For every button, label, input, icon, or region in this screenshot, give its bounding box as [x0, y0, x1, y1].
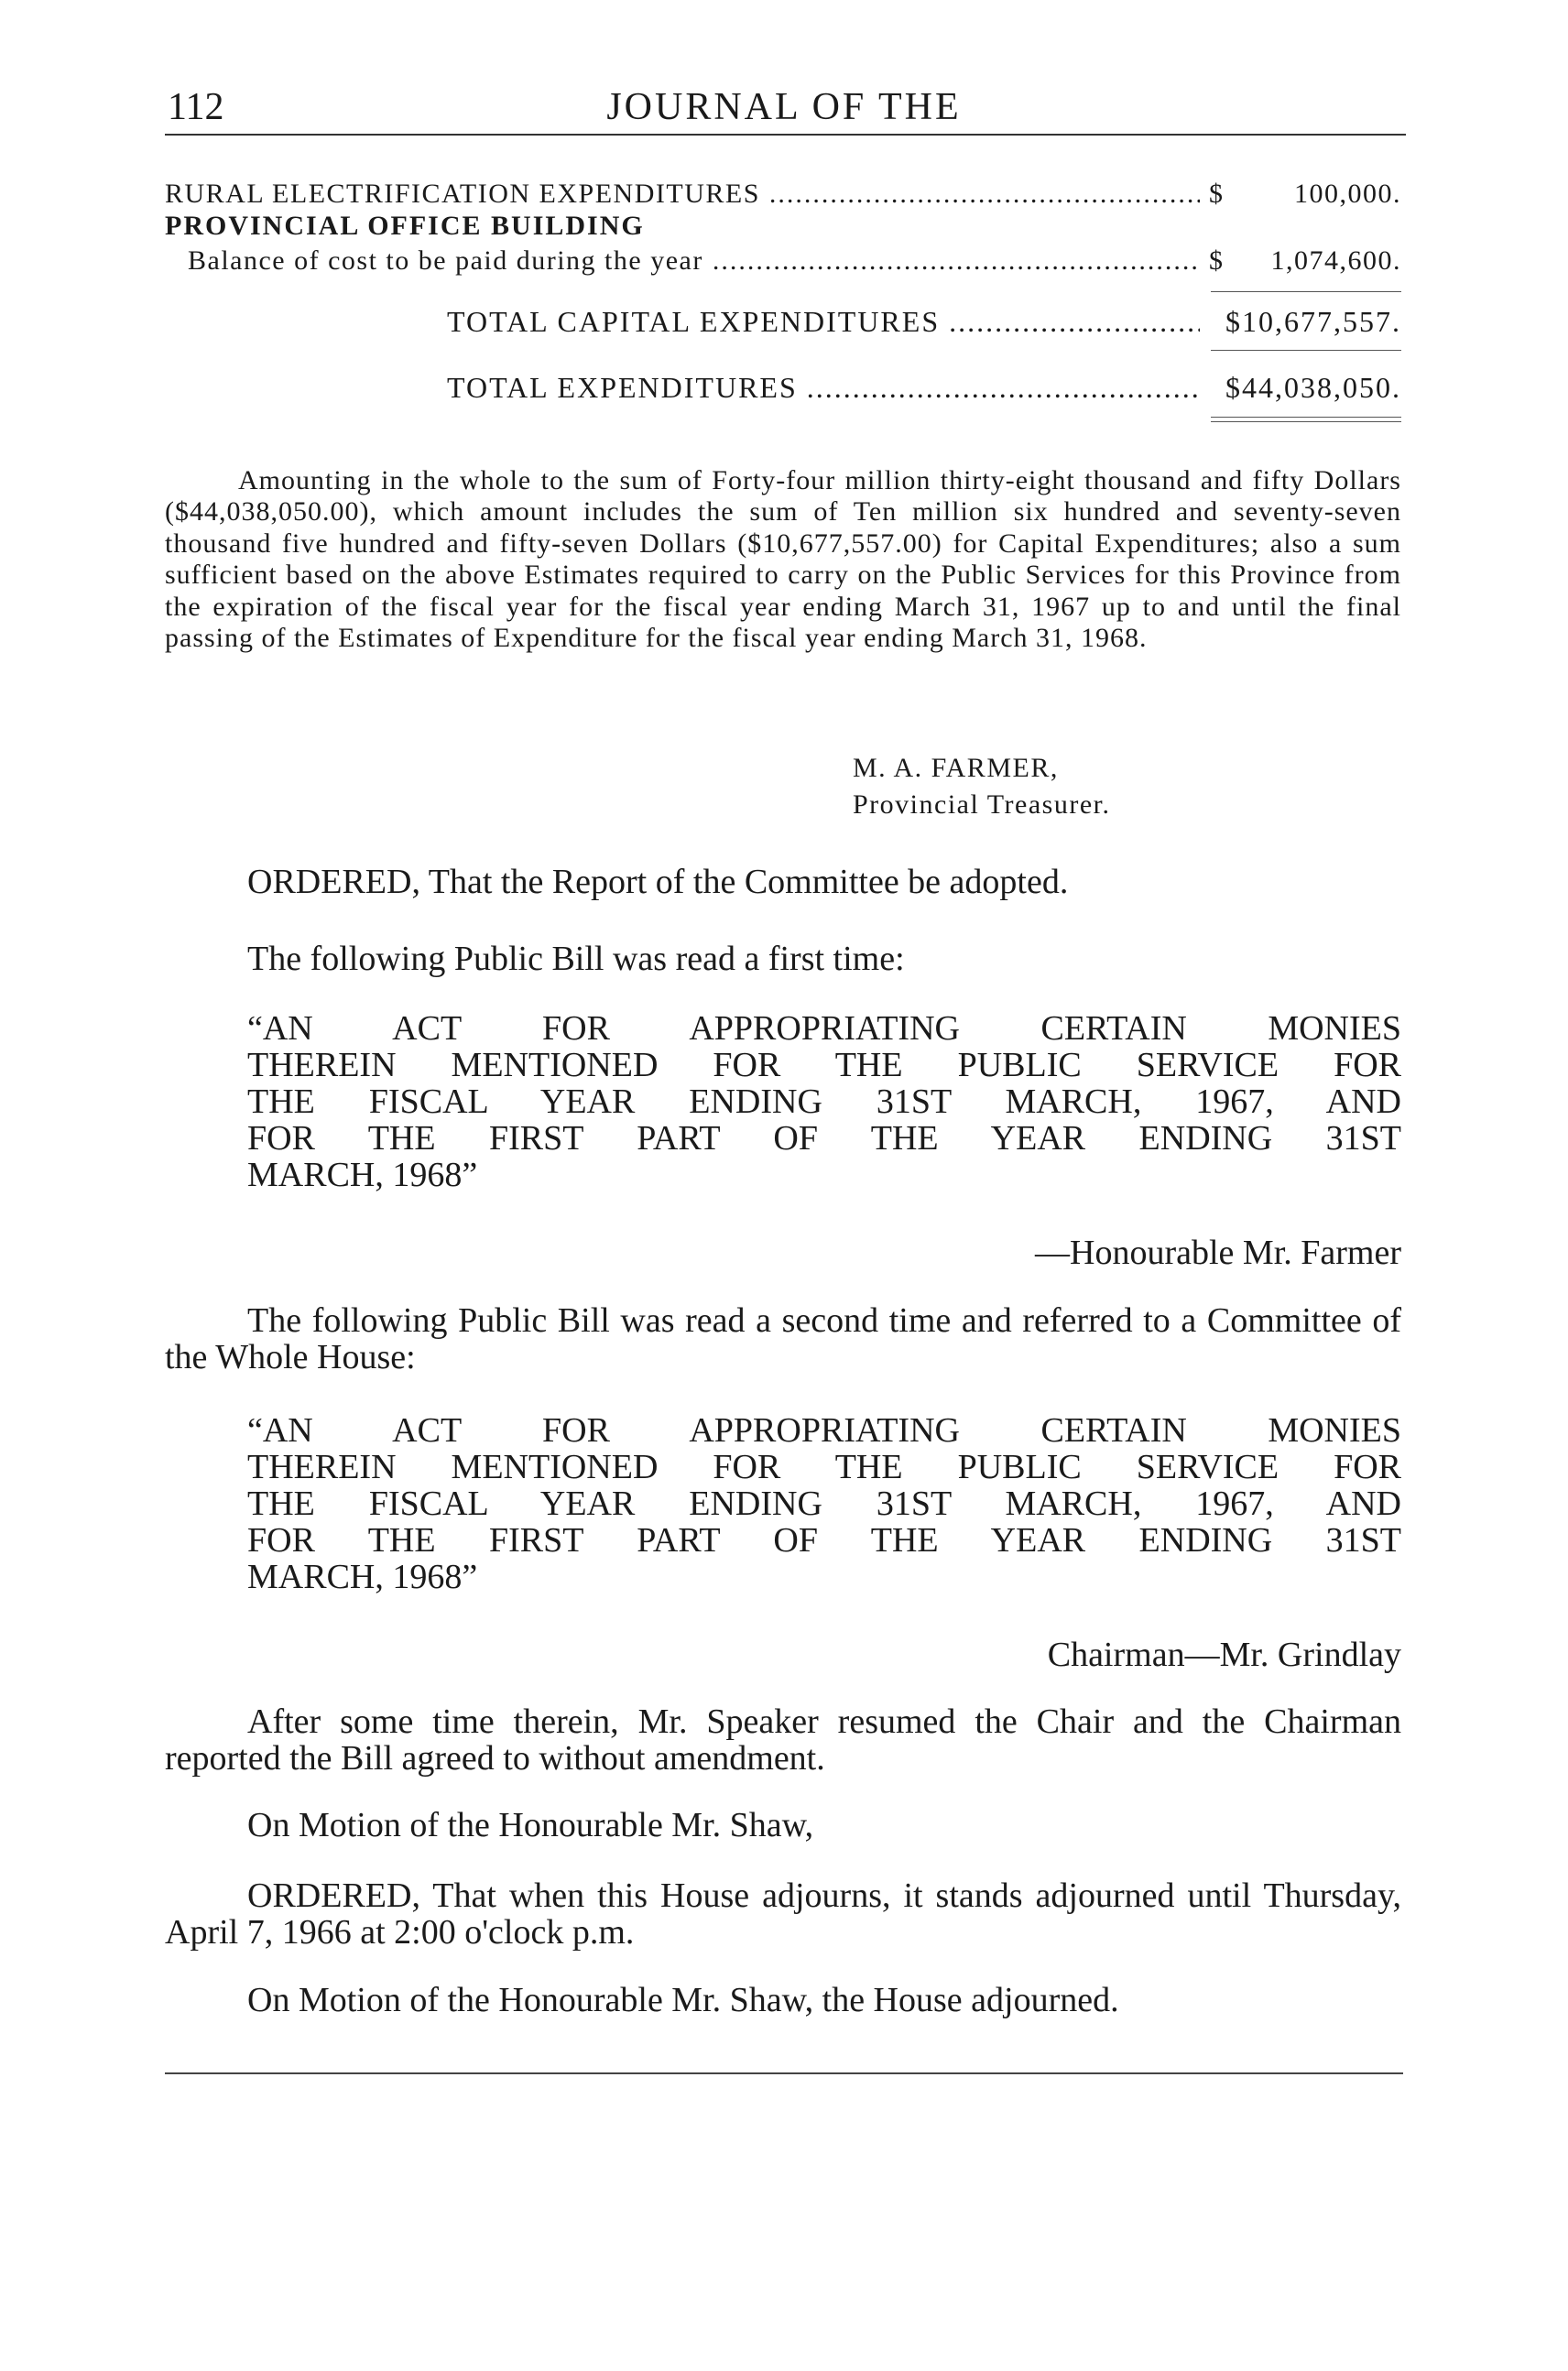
estimate-line-rural: [165, 179, 1401, 210]
estimate-label: Balance of cost to be paid during the year: [188, 245, 703, 276]
amount-value: 10,677,557.: [1242, 305, 1401, 338]
estimate-line-total: [447, 371, 1401, 405]
leader-dots: [807, 371, 1200, 405]
estimate-line-balance: [188, 245, 1401, 277]
amount-value: 1,074,600.: [1270, 245, 1401, 276]
bill-line: FOR THE FIRST PART OF THE YEAR ENDING 31ST: [247, 1119, 1401, 1158]
motion-shaw: On Motion of the Honourable Mr. Shaw,: [247, 1806, 814, 1844]
leader-dots: [713, 245, 1200, 277]
first-reading-intro: The following Public Bill was read a first time:: [247, 940, 905, 978]
final-motion: On Motion of the Honourable Mr. Shaw, the House adjourned.: [247, 1981, 1119, 2019]
estimate-amount: [1209, 245, 1401, 277]
double-rule-bottom: [1211, 421, 1401, 422]
bill-line: THE FISCAL YEAR ENDING 31ST MARCH, 1967, AND: [247, 1082, 1401, 1121]
signature-name: M. A. FARMER,: [853, 753, 1059, 783]
currency-symbol: $: [1225, 371, 1242, 404]
leader-dots: [949, 305, 1200, 339]
estimate-amount: [1209, 371, 1401, 405]
bill-attribution-second: Chairman—Mr. Grindlay: [1047, 1636, 1401, 1674]
bill-line: THE FISCAL YEAR ENDING 31ST MARCH, 1967, AND: [247, 1485, 1401, 1523]
estimate-amount: [1209, 305, 1401, 339]
bill-line: THEREIN MENTIONED FOR THE PUBLIC SERVICE FOR: [247, 1046, 1401, 1084]
estimate-label: RURAL ELECTRIFICATION EXPENDITURES: [165, 179, 760, 209]
ordered-report: ORDERED, That the Report of the Committee be adopted.: [247, 863, 1069, 901]
double-rule-top: [1211, 417, 1401, 418]
bill-title-first: [247, 1010, 1401, 1193]
bill-line: “AN ACT FOR APPROPRIATING CERTAIN MONIES: [247, 1411, 1401, 1450]
estimate-line-total-capital: [447, 305, 1401, 339]
amount-value: 44,038,050.: [1242, 371, 1401, 404]
currency-symbol: $: [1209, 179, 1225, 209]
amount-value: 100,000.: [1294, 179, 1401, 209]
after-paragraph: After some time therein, Mr. Speaker resumed the Chair and the Chairman reported the Bill agreed to without amendment.: [165, 1702, 1401, 1778]
bill-line: MARCH, 1968”: [247, 1558, 478, 1596]
header-rule: [165, 134, 1406, 136]
estimate-label: TOTAL CAPITAL EXPENDITURES: [447, 305, 941, 338]
bill-line: “AN ACT FOR APPROPRIATING CERTAIN MONIES: [247, 1009, 1401, 1048]
signature-title: Provincial Treasurer.: [853, 789, 1111, 820]
currency-symbol: $: [1225, 305, 1242, 338]
currency-symbol: $: [1209, 245, 1225, 276]
estimate-heading-provincial: [165, 211, 1401, 242]
estimate-label: TOTAL EXPENDITURES: [447, 371, 798, 404]
bill-line: THEREIN MENTIONED FOR THE PUBLIC SERVICE FOR: [247, 1448, 1401, 1486]
subtotal-rule: [1211, 291, 1401, 292]
total-rule: [1211, 350, 1401, 351]
leader-dots: [769, 179, 1200, 210]
bill-line: MARCH, 1968”: [247, 1156, 478, 1194]
ordered-adjourn: ORDERED, That when this House adjourns, it stands adjourned until Thursday, April 7, 1966 at 2:00 o'clock p.m.: [165, 1876, 1401, 1952]
bill-attribution-first: —Honourable Mr. Farmer: [1035, 1234, 1401, 1272]
footer-rule: [165, 2072, 1403, 2074]
bill-title-second: [247, 1412, 1401, 1595]
running-title: JOURNAL OF THE: [606, 86, 962, 128]
estimate-heading-label: PROVINCIAL OFFICE BUILDING: [165, 211, 645, 241]
bill-line: FOR THE FIRST PART OF THE YEAR ENDING 31ST: [247, 1521, 1401, 1560]
second-reading-intro: The following Public Bill was read a second time and referred to a Committee of the Whole House:: [165, 1301, 1401, 1376]
page-number: 112: [168, 86, 224, 128]
estimate-amount: [1209, 179, 1401, 210]
summary-paragraph: Amounting in the whole to the sum of Forty-four million thirty-eight thousand and fifty Dollars ($44,038,050.00), which amount includes the sum of Ten million six hundred and seventy-seven thousand five hundred and fifty-seven Dollars ($10,677,557.00) for Capital Expenditures; also a sum sufficient based on the above Estimates required to carry on the Public Services for this Province from the expiration of the fiscal year for the fiscal year ending March 31, 1967 up to and until the final passing of the Estimates of Expenditure for the fiscal year ending March 31, 1968.: [165, 465, 1401, 654]
